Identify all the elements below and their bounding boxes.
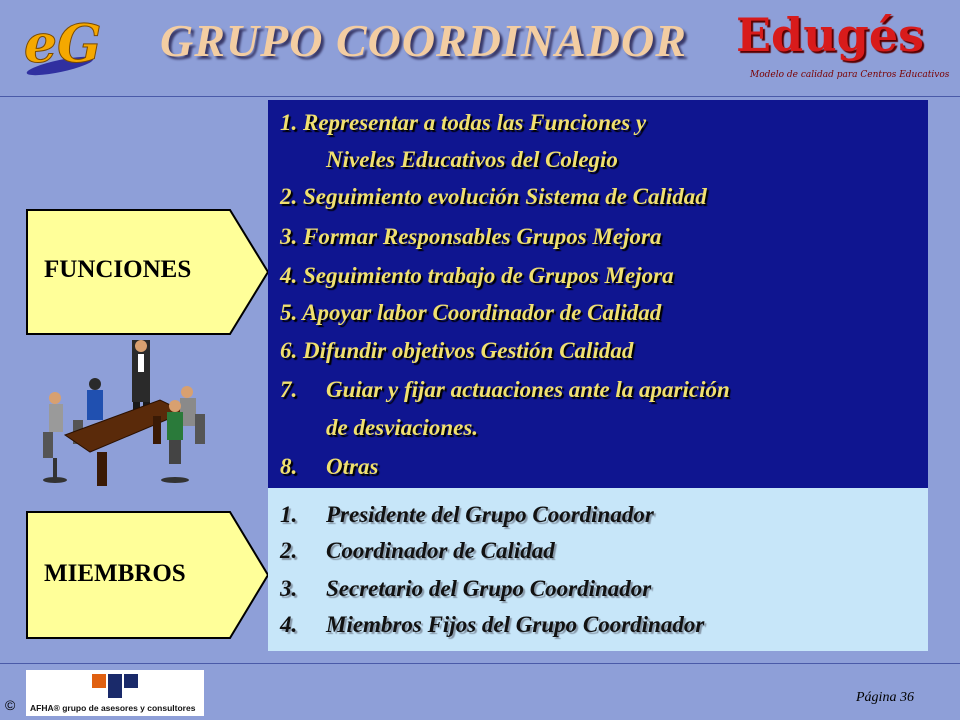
header-divider: [0, 96, 960, 97]
eg-logo-text: eG: [24, 14, 102, 75]
funciones-item: 3. Formar Responsables Grupos Mejora: [280, 224, 662, 249]
miembros-item: Miembros Fijos del Grupo Coordinador: [326, 612, 705, 637]
miembros-item-number: 1.: [280, 502, 298, 527]
miembros-panel: [268, 488, 928, 651]
funciones-label: FUNCIONES: [44, 256, 192, 283]
afha-logo: [26, 670, 204, 716]
funciones-item-number: 8.: [280, 454, 298, 479]
copyright-symbol: ©: [5, 697, 16, 713]
funciones-item-number: 7.: [280, 377, 298, 402]
funciones-item: 1. Representar a todas las Funciones y: [280, 110, 647, 135]
afha-logo-mark: [86, 672, 146, 700]
page-title: GRUPO COORDINADOR: [160, 15, 687, 66]
miembros-item: Coordinador de Calidad: [326, 538, 555, 563]
miembros-item: Secretario del Grupo Coordinador: [326, 576, 652, 601]
footer-divider: [0, 663, 960, 664]
miembros-item: Presidente del Grupo Coordinador: [326, 502, 654, 527]
page-number: Página 36: [856, 690, 914, 705]
miembros-item-number: 2.: [280, 538, 298, 563]
meeting-clipart: [35, 340, 215, 490]
eduges-logo-text: Edugés: [736, 8, 924, 62]
eg-logo: [18, 6, 118, 86]
afha-logo-text: AFHA® grupo de asesores y consultores: [30, 703, 196, 713]
funciones-item: 6. Difundir objetivos Gestión Calidad: [280, 338, 634, 363]
funciones-item: de desviaciones.: [326, 415, 479, 440]
miembros-item-number: 4.: [280, 612, 298, 637]
funciones-item: Guiar y fijar actuaciones ante la aparición: [326, 377, 730, 402]
funciones-panel: [268, 100, 928, 488]
funciones-item: 2. Seguimiento evolución Sistema de Calidad: [280, 184, 707, 209]
eduges-logo-tagline: Modelo de calidad para Centros Educativos: [750, 70, 950, 80]
funciones-item: Otras: [326, 454, 379, 479]
eduges-logo: [736, 8, 951, 88]
funciones-item: 5. Apoyar labor Coordinador de Calidad: [280, 300, 662, 325]
funciones-item: 4. Seguimiento trabajo de Grupos Mejora: [280, 263, 674, 288]
miembros-item-number: 3.: [280, 576, 298, 601]
miembros-label: MIEMBROS: [44, 560, 186, 587]
funciones-item: Niveles Educativos del Colegio: [326, 147, 618, 172]
